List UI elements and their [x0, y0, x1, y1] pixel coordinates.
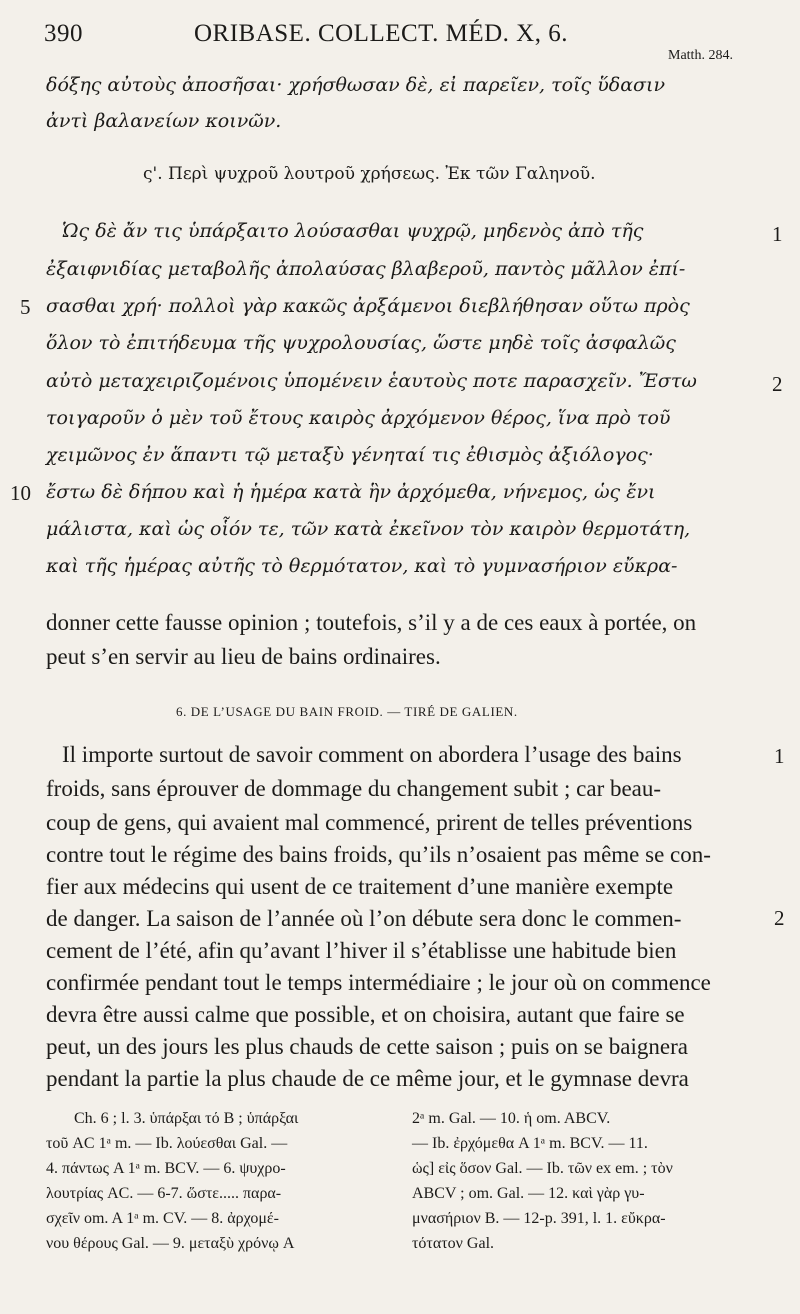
greek-line: ὅλον τὸ ἐπιτήδευμα τῆς ψυχρολουσίας, ὥστε μηδὲ τοῖς ἀσφαλῶς	[46, 332, 676, 354]
greek-line: ἔστω δὲ δήπου καὶ ἡ ἡμέρα κατὰ ἣν ἀρχόμεθα, νήνεμος, ὡς ἔνι	[46, 481, 656, 503]
french-line: de danger. La saison de l’année où l’on débute sera donc le commen-	[46, 906, 682, 931]
french-line: froids, sans éprouver de dommage du changement subit ; car beau-	[46, 776, 662, 801]
footnote-line: Ch. 6 ; l. 3. ὑπάρξαι τό B ; ὑπάρξαι	[74, 1110, 299, 1127]
footnote-line: τοῦ AC 1ᵃ m. — Ib. λούεσθαι Gal. —	[46, 1135, 288, 1152]
french-line: peut, un des jours les plus chauds de cette saison ; puis on se baignera	[46, 1034, 688, 1059]
greek-line: χειμῶνος ἐν ἅπαντι τῷ μεταξὺ γένηταί τις ἐθισμὸς ἀξιόλογος·	[46, 444, 654, 466]
greek-line: ἀντὶ βαλανείων κοινῶν.	[46, 110, 282, 132]
line-number: 5	[20, 295, 31, 319]
french-line: contre tout le régime des bains froids, qu’ils n’osaient pas même se con-	[46, 842, 711, 867]
footnote-line: τότατον Gal.	[412, 1235, 495, 1252]
footnote-line: λουτρίας AC. — 6-7. ὥστε..... παρα-	[46, 1185, 282, 1202]
french-line: confirmée pendant tout le temps intermédiaire ; le jour où on commence	[46, 970, 711, 995]
section-number: 2	[774, 906, 785, 930]
greek-line: καὶ τῆς ἡμέρας αὐτῆς τὸ θερμότατον, καὶ τὸ γυμνασήριον εὔκρα-	[46, 555, 678, 577]
footnote-line: μνασήριον B. — 12-p. 391, l. 1. εὔκρα-	[412, 1210, 666, 1227]
french-line: coup de gens, qui avaient mal commencé, prirent de telles préventions	[46, 810, 693, 835]
greek-line: σασθαι χρή· πολλοὶ γὰρ κακῶς ἀρξάμενοι διεβλήθησαν οὕτω πρὸς	[46, 295, 690, 317]
greek-line: Ὡς δὲ ἄν τις ὑπάρξαιτο λούσασθαι ψυχρῷ, μηδενὸς ἀπὸ τῆς	[62, 220, 644, 242]
footnote-line: ABCV ; om. Gal. — 12. καὶ γὰρ γυ-	[412, 1185, 645, 1202]
french-line: Il importe surtout de savoir comment on abordera l’usage des bains	[62, 742, 682, 767]
greek-line: μάλιστα, καὶ ὡς οἷόν τε, τῶν κατὰ ἐκεῖνον τὸν καιρὸν θερμοτάτη,	[46, 518, 691, 540]
footnote-line: 4. πάντως A 1ᵃ m. BCV. — 6. ψυχρο-	[46, 1160, 286, 1177]
french-line: cement de l’été, afin qu’avant l’hiver il s’établisse une habitude bien	[46, 938, 677, 963]
footnote-line: — Ib. ἐρχόμεθα A 1ᵃ m. BCV. — 11.	[412, 1135, 648, 1152]
page-number: 390	[44, 20, 83, 47]
french-line: devra être aussi calme que possible, et on choisira, autant que faire se	[46, 1002, 685, 1027]
french-line: fier aux médecins qui usent de ce traitement d’une manière exempte	[46, 874, 674, 899]
footnote-line: νου θέρους Gal. — 9. μεταξὺ χρόνῳ A	[46, 1235, 295, 1252]
footnote-line: ὡς] εἰς ὅσον Gal. — Ib. τῶν ex em. ; τὸν	[412, 1160, 673, 1177]
footnote-line: 2ᵃ m. Gal. — 10. ἡ om. ABCV.	[412, 1110, 611, 1127]
edition-reference: Matth. 284.	[668, 48, 733, 63]
greek-line: δόξης αὐτοὺς ἀποσῆσαι· χρήσθωσαν δὲ, εἰ παρεῖεν, τοῖς ὕδασιν	[46, 74, 665, 96]
line-number: 10	[10, 481, 31, 505]
section-number: 2	[772, 372, 783, 396]
section-number: 1	[772, 222, 783, 246]
running-title: ORIBASE. COLLECT. MÉD. X, 6.	[194, 20, 568, 47]
footnote-line: σχεῖν om. A 1ᵃ m. CV. — 8. ἀρχομέ-	[46, 1210, 279, 1227]
greek-line: τοιγαροῦν ὁ μὲν τοῦ ἔτους καιρὸς ἀρχόμενον θέρος, ἵνα πρὸ τοῦ	[46, 407, 671, 429]
greek-line: αὐτὸ μεταχειριζομένοις ὑπομένειν ἑαυτοὺς ποτε παρασχεῖν. Ἔστω	[46, 370, 697, 392]
greek-section-heading: ς'. Περὶ ψυχροῦ λουτροῦ χρήσεως. Ἐκ τῶν Γαληνοῦ.	[143, 164, 596, 184]
french-line: pendant la partie la plus chaude de ce même jour, et le gymnase devra	[46, 1066, 689, 1091]
french-section-heading: 6. DE L’USAGE DU BAIN FROID. — TIRÉ DE GALIEN.	[176, 704, 518, 719]
french-line: peut s’en servir au lieu de bains ordinaires.	[46, 644, 441, 669]
french-line: donner cette fausse opinion ; toutefois, s’il y a de ces eaux à portée, on	[46, 610, 697, 635]
section-number: 1	[774, 744, 785, 768]
greek-line: ἐξαιφνιδίας μεταβολῆς ἀπολαύσας βλαβεροῦ, παντὸς μᾶλλον ἐπί-	[46, 258, 686, 280]
